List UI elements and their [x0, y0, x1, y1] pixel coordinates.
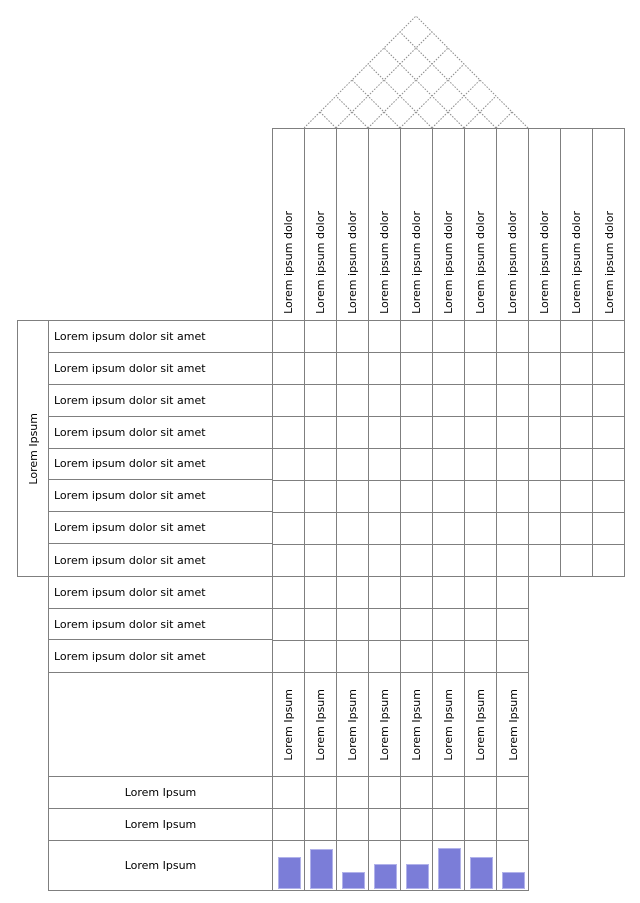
vertical-label: Lorem Ipsum — [410, 688, 423, 761]
row-label-text: Lorem ipsum dolor sit amet — [54, 617, 206, 631]
vertical-label-cell — [305, 673, 337, 776]
column-header-cell — [401, 129, 433, 320]
row-group-label: Lorem Ipsum — [26, 412, 40, 485]
column-header-cell — [369, 129, 401, 320]
vertical-label: Lorem Ipsum — [346, 688, 359, 761]
vertical-label-cell — [369, 673, 401, 776]
row-label — [49, 449, 272, 481]
column-header-label: Lorem ipsum dolor — [314, 211, 327, 314]
score-bar — [470, 857, 493, 889]
row-label — [49, 353, 272, 385]
score-bar — [310, 849, 333, 889]
vertical-label-row — [272, 672, 529, 777]
column-header-cell — [337, 129, 369, 320]
row-group-label-cell — [17, 320, 49, 577]
column-header-cell — [561, 129, 593, 320]
vertical-label-cell — [497, 673, 529, 776]
row-label-text: Lorem ipsum dolor sit amet — [54, 585, 206, 599]
relationship-matrix-upper — [272, 320, 625, 577]
row-label-text: Lorem ipsum dolor sit amet — [54, 521, 206, 535]
column-header-label: Lorem ipsum dolor — [570, 211, 583, 314]
vertical-label-cell — [433, 673, 465, 776]
bottom-row-label-text: Lorem Ipsum — [124, 786, 197, 799]
column-header-label: Lorem ipsum dolor — [378, 211, 391, 314]
bar-chart-row-label — [48, 840, 273, 891]
column-header-cell — [593, 129, 625, 320]
bottom-row-label-text: Lorem Ipsum — [124, 818, 197, 831]
column-header-cell — [433, 129, 465, 320]
row-label — [49, 544, 272, 576]
column-header-cell — [273, 129, 305, 320]
row-label-text: Lorem ipsum dolor sit amet — [54, 553, 206, 567]
column-header-label: Lorem ipsum dolor — [410, 211, 423, 314]
score-bar — [374, 864, 397, 889]
column-header-label: Lorem ipsum dolor — [602, 211, 616, 314]
row-label-text: Lorem ipsum dolor sit amet — [54, 489, 206, 503]
column-header-cell — [529, 129, 561, 320]
vertical-label: Lorem Ipsum — [442, 688, 455, 761]
row-label-text: Lorem ipsum dolor sit amet — [54, 457, 206, 471]
column-header-cell — [497, 129, 529, 320]
row-label-text: Lorem ipsum dolor sit amet — [54, 425, 206, 439]
bottom-row-grid — [272, 808, 529, 841]
vertical-label-cell — [273, 673, 305, 776]
row-label-text: Lorem ipsum dolor sit amet — [54, 361, 206, 375]
vertical-label: Lorem Ipsum — [282, 688, 295, 761]
vertical-label: Lorem Ipsum — [314, 688, 327, 761]
score-bar — [502, 872, 525, 889]
score-bar — [278, 857, 301, 889]
row-label — [49, 480, 272, 512]
row-labels-group-b — [48, 576, 273, 673]
row-label — [49, 417, 272, 449]
bottom-row-label — [48, 776, 273, 809]
column-header-label: Lorem ipsum dolor — [346, 211, 359, 314]
column-header-label: Lorem ipsum dolor — [538, 211, 551, 314]
vertical-label: Lorem Ipsum — [506, 688, 520, 761]
vertical-label: Lorem Ipsum — [474, 688, 487, 761]
row-label — [49, 640, 272, 672]
score-bar — [406, 864, 429, 889]
vertical-label-cell — [337, 673, 369, 776]
column-header-band — [272, 128, 625, 321]
column-header-label: Lorem ipsum dolor — [506, 211, 519, 314]
row-label — [49, 385, 272, 417]
vertical-label-cell — [465, 673, 497, 776]
column-header-label: Lorem ipsum dolor — [282, 211, 295, 314]
score-bar — [342, 872, 365, 889]
relationship-matrix-lower — [272, 576, 529, 673]
column-header-cell — [305, 129, 337, 320]
column-header-label: Lorem ipsum dolor — [442, 211, 455, 314]
bottom-row-grid — [272, 776, 529, 809]
column-header-cell — [465, 129, 497, 320]
row-label — [49, 512, 272, 544]
score-bar-chart — [272, 840, 529, 891]
row-label-text: Lorem ipsum dolor sit amet — [54, 329, 206, 343]
bar-chart-row-label-text: Lorem Ipsum — [124, 859, 197, 872]
row-label — [49, 321, 272, 353]
row-label — [49, 609, 272, 641]
vertical-label-cell — [401, 673, 433, 776]
score-bar — [438, 848, 461, 889]
empty-label-cell — [48, 672, 273, 777]
vertical-label: Lorem Ipsum — [378, 688, 391, 761]
column-header-label: Lorem ipsum dolor — [474, 211, 487, 314]
row-label — [49, 577, 272, 609]
bottom-row-label — [48, 808, 273, 841]
row-labels-group-a — [48, 320, 273, 577]
row-label-text: Lorem ipsum dolor sit amet — [54, 393, 206, 407]
row-label-text: Lorem ipsum dolor sit amet — [54, 649, 206, 663]
roof-correlation-matrix — [304, 16, 529, 129]
